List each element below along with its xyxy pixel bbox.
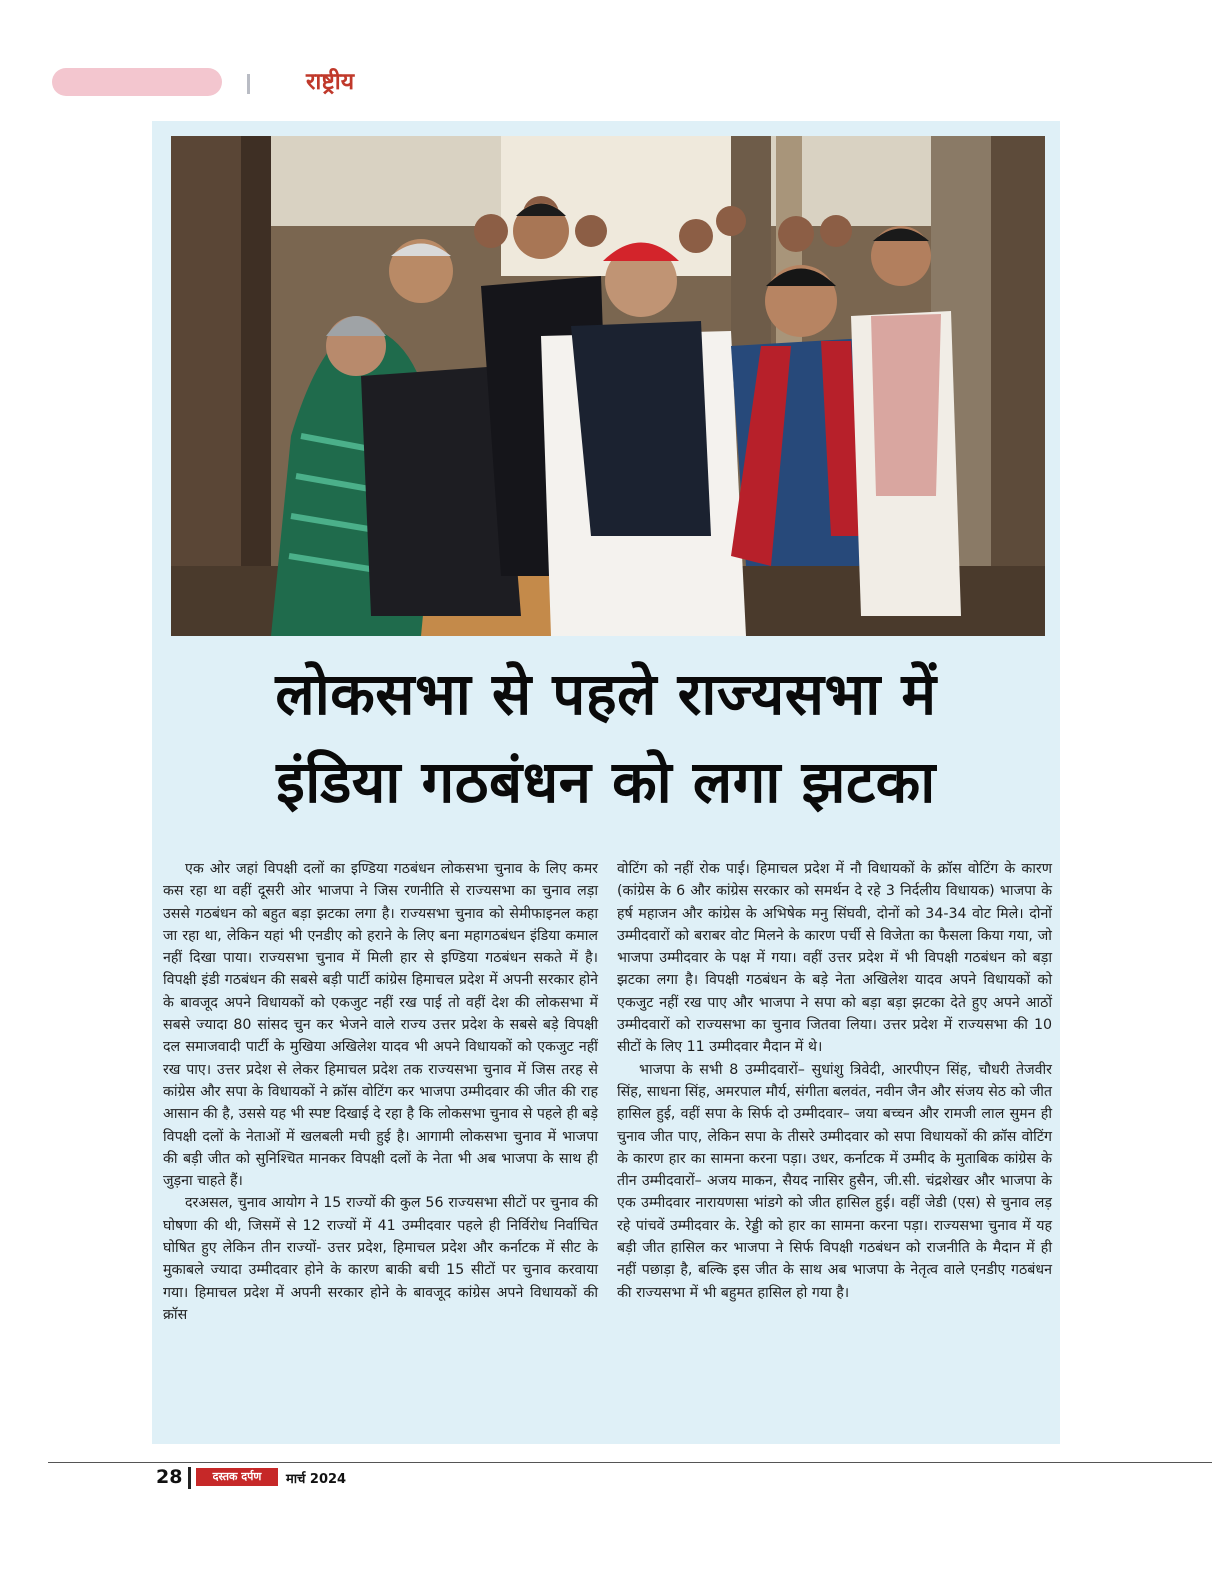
article-photo — [171, 136, 1045, 636]
article-paragraph: दरअसल, चुनाव आयोग ने 15 राज्यों की कुल 56 राज्यसभा सीटों पर चुनाव की घोषणा की थी, जिसमें से 12 राज्यों में 41 उम्मीदवार पहले ही निर्विरोध निर्वाचित घोषित हुए लेकिन तीन राज्यों- उत्तर प्रदेश, हिमाचल प्रदेश और कर्नाटक में सीट के मुकाबले ज्यादा उम्मीदवार होने के कारण बाकी बची 15 सीटों पर चुनाव करवाया गया। हिमाचल प्रदेश में अपनी सरकार होने के बावजूद कांग्रेस अपने विधायकों की क्रॉस — [163, 1195, 598, 1323]
footer-rule — [48, 1462, 1212, 1463]
header-separator — [247, 74, 250, 94]
header-pill-decoration — [52, 68, 222, 96]
article-paragraph: एक ओर जहां विपक्षी दलों का इण्डिया गठबंधन लोकसभा चुनाव के लिए कमर कस रहा था वहीं दूसरी ओर भाजपा ने जिस रणनीति से राज्यसभा का चुनाव लड़ा उससे गठबंधन को बहुत बड़ा झटका लगा है। राज्यसभा चुनाव को सेमीफाइनल कहा जा रहा था, लेकिन यहां भी एनडीए को हराने के लिए बना महागठबंधन इंडिया कमाल नहीं दिखा पाया। राज्यसभा चुनाव में मिली हार से इण्डिया गठबंधन सकते में है। विपक्षी इंडी गठबंधन की सबसे बड़ी पार्टी कांग्रेस हिमाचल प्रदेश में अपनी सरकार होने के बावजूद अपने विधायकों को एकजुट नहीं रख पाई तो वहीं देश की लोकसभा में सबसे ज्यादा 80 सांसद चुन कर भेजने वाले राज्य उत्तर प्रदेश के सबसे बड़े विपक्षी दल समाजवादी पार्टी के मुखिया अखिलेश यादव भी अपने विधायकों को एकजुट नहीं रख पाए। उत्तर प्रदेश से लेकर हिमाचल प्रदेश तक राज्यसभा चुनाव में जिस तरह से कांग्रेस और सपा के विधायकों ने क्रॉस वोटिंग कर भाजपा उम्मीदवार की जीत की राह आसान की है, उससे यह भी स्पष्ट दिखाई दे रहा है कि लोकसभा चुनाव से पहले ही बड़े विपक्षी दलों के नेताओं में खलबली मची हुई है। आगामी लोकसभा चुनाव में भाजपा की बड़ी जीत को सुनिश्चित मानकर विपक्षी दलों के नेता भी अब भाजपा के साथ ही जुड़ना चाहते हैं। — [163, 861, 598, 1190]
article-column-left — [163, 858, 598, 1326]
page-number: 28 — [156, 1466, 183, 1488]
article-paragraph: वोटिंग को नहीं रोक पाई। हिमाचल प्रदेश में नौ विधायकों के क्रॉस वोटिंग के कारण (कांग्रेस के 6 और कांग्रेस सरकार को समर्थन दे रहे 3 निर्दलीय विधायक) भाजपा के हर्ष महाजन और कांग्रेस के अभिषेक मनु सिंघवी, दोनों को 34-34 वोट मिले। दोनों उम्मीदवारों को बराबर वोट मिलने के कारण पर्ची से विजेता का फैसला किया गया, जो भाजपा उम्मीदवार के पक्ष में गया। वहीं उत्तर प्रदेश में भी विपक्षी गठबंधन को बड़ा झटका लगा है। विपक्षी गठबंधन के बड़े नेता अखिलेश यादव अपने विधायकों को एकजुट नहीं रख पाए और भाजपा ने सपा को बड़ा बड़ा झटका देते हुए अपने आठों उम्मीदवारों को राज्यसभा का चुनाव जितवा लिया। उत्तर प्रदेश में राज्यसभा की 10 सीटों के लिए 11 उम्मीदवार मैदान में थे। — [617, 861, 1052, 1056]
headline-line-1: लोकसभा से पहले राज्यसभा में — [275, 660, 937, 728]
issue-date: मार्च 2024 — [286, 1472, 347, 1487]
article-paragraph: भाजपा के सभी 8 उम्मीदवारों– सुधांशु त्रिवेदी, आरपीएन सिंह, चौधरी तेजवीर सिंह, साधना सिंह, अमरपाल मौर्य, संगीता बलवंत, नवीन जैन और संजय सेठ को जीत हासिल हुई, वहीं सपा के सिर्फ दो उम्मीदवार– जया बच्चन और रामजी लाल सुमन ही चुनाव जीत पाए, लेकिन सपा के तीसरे उम्मीदवार को सपा विधायकों की क्रॉस वोटिंग के कारण हार का सामना करना पड़ा। उधर, कर्नाटक में उम्मीद के मुताबिक कांग्रेस के तीन उम्मीदवारों– अजय माकन, सैयद नासिर हुसैन, जी.सी. चंद्रशेखर और भाजपा के एक उम्मीदवार नारायणसा भांडगे को जीत हासिल हुई। वहीं जेडी (एस) से चुनाव लड़ रहे पांचवें उम्मीदवार के. रेड्डी को हार का सामना करना पड़ा। राज्यसभा चुनाव में यह बड़ी जीत हासिल कर भाजपा ने सिर्फ विपक्षी गठबंधन को राजनीति के मैदान में ही नहीं पछाड़ा है, बल्कि इस जीत के साथ अब भाजपा के नेतृत्व वाले एनडीए गठबंधन की राज्यसभा में भी बहुमत हासिल हो गया है। — [617, 1061, 1052, 1301]
photo-illustration — [171, 136, 1045, 636]
magazine-logo: दस्तक दर्पण — [196, 1468, 278, 1486]
headline-line-2: इंडिया गठबंधन को लगा झटका — [276, 748, 936, 816]
headline — [160, 650, 1052, 826]
article-column-right — [617, 858, 1052, 1304]
footer-separator — [188, 1467, 191, 1489]
section-label: राष्ट्रीय — [306, 69, 355, 95]
